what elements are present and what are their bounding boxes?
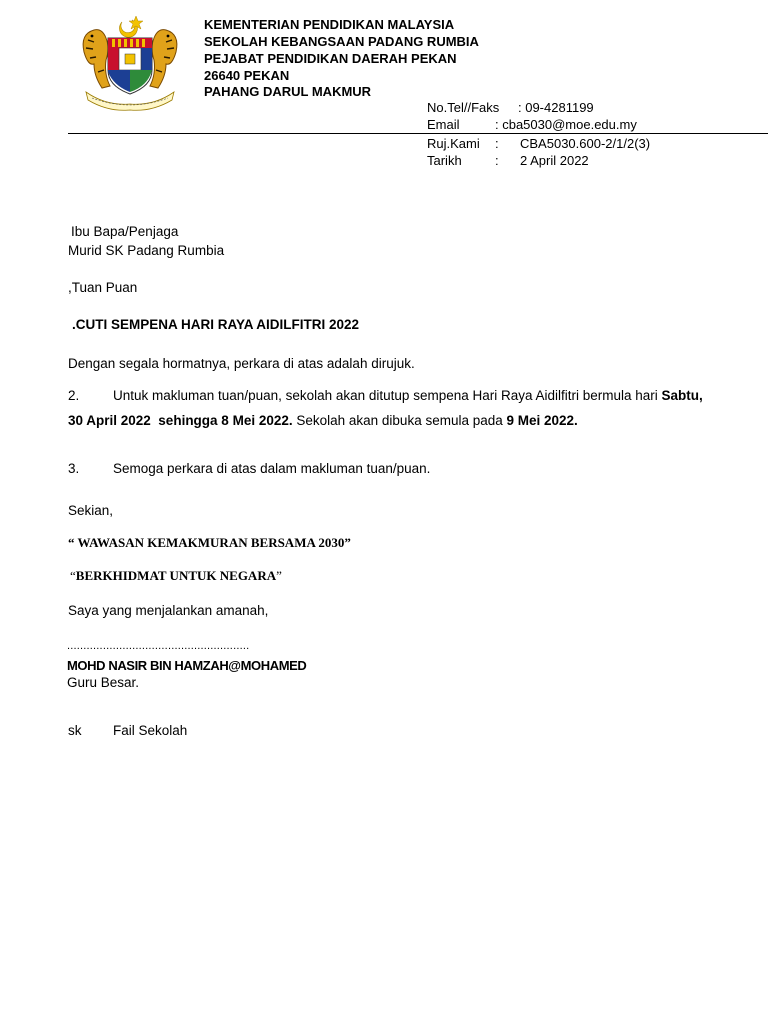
- subject-heading: .CUTI SEMPENA HARI RAYA AIDILFITRI 2022: [72, 317, 360, 332]
- email-value: : cba5030@moe.edu.my: [495, 117, 637, 132]
- signature-line: ........................................................: [67, 640, 250, 652]
- paragraph-2-number: 2.: [68, 388, 80, 403]
- paragraph-3-number: 3.: [68, 461, 80, 476]
- ministry-name: KEMENTERIAN PENDIDIKAN MALAYSIA: [204, 17, 455, 32]
- paragraph-2-line-1: [113, 388, 703, 403]
- tel-label: No.Tel//Faks: [427, 100, 500, 115]
- slogan-open-quote: “: [70, 568, 76, 583]
- recipient-line-2: Murid SK Padang Rumbia: [68, 243, 225, 258]
- paragraph-3-text: Semoga perkara di atas dalam makluman tuan/puan.: [113, 461, 431, 476]
- slogan-berkhidmat-text: BERKHIDMAT UNTUK NEGARA: [75, 568, 277, 583]
- paragraph-2-bold-a: Sabtu,: [661, 388, 703, 403]
- cc-value: Fail Sekolah: [113, 723, 188, 738]
- paragraph-2-line-2: [68, 413, 578, 428]
- amanah-line: Saya yang menjalankan amanah,: [68, 603, 269, 618]
- date-separator: :: [495, 153, 499, 168]
- paragraph-2-bold-c: 9 Mei 2022.: [506, 413, 578, 428]
- slogan-wawasan: “ WAWASAN KEMAKMURAN BERSAMA 2030”: [68, 535, 351, 550]
- signatory-name: MOHD NASIR BIN HAMZAH@MOHAMED: [67, 658, 307, 673]
- header-divider: [68, 133, 768, 134]
- cc-label: sk: [68, 723, 82, 738]
- closing: Sekian,: [68, 503, 114, 518]
- paragraph-1: Dengan segala hormatnya, perkara di atas adalah dirujuk.: [68, 356, 415, 371]
- paragraph-2-bold-b: 30 April 2022 sehingga 8 Mei 2022.: [68, 413, 293, 428]
- ref-label: Ruj.Kami: [427, 136, 480, 151]
- date-label: Tarikh: [427, 153, 462, 168]
- date-value: 2 April 2022: [520, 153, 589, 168]
- postcode-city: 26640 PEKAN: [204, 68, 290, 83]
- signatory-title: Guru Besar.: [67, 675, 140, 690]
- paragraph-2-text-a: Untuk makluman tuan/puan, sekolah akan ditutup sempena Hari Raya Aidilfitri bermula hari: [113, 388, 662, 403]
- slogan-berkhidmat: [70, 568, 282, 584]
- slogan-close-quote: ”: [276, 568, 282, 583]
- paragraph-2-text-b: Sekolah akan dibuka semula pada: [292, 413, 507, 428]
- coat-of-arms-logo: [76, 12, 184, 112]
- state-name: PAHANG DARUL MAKMUR: [204, 84, 372, 99]
- email-label: Email: [427, 117, 460, 132]
- district-office: PEJABAT PENDIDIKAN DAERAH PEKAN: [204, 51, 457, 66]
- salutation: ,Tuan Puan: [68, 280, 138, 295]
- ref-separator: :: [495, 136, 499, 151]
- school-name: SEKOLAH KEBANGSAAN PADANG RUMBIA: [204, 34, 479, 49]
- tel-value: : 09-4281199: [518, 100, 594, 115]
- recipient-line-1: Ibu Bapa/Penjaga: [71, 224, 179, 239]
- ref-value: CBA5030.600-2/1/2(3): [520, 136, 651, 151]
